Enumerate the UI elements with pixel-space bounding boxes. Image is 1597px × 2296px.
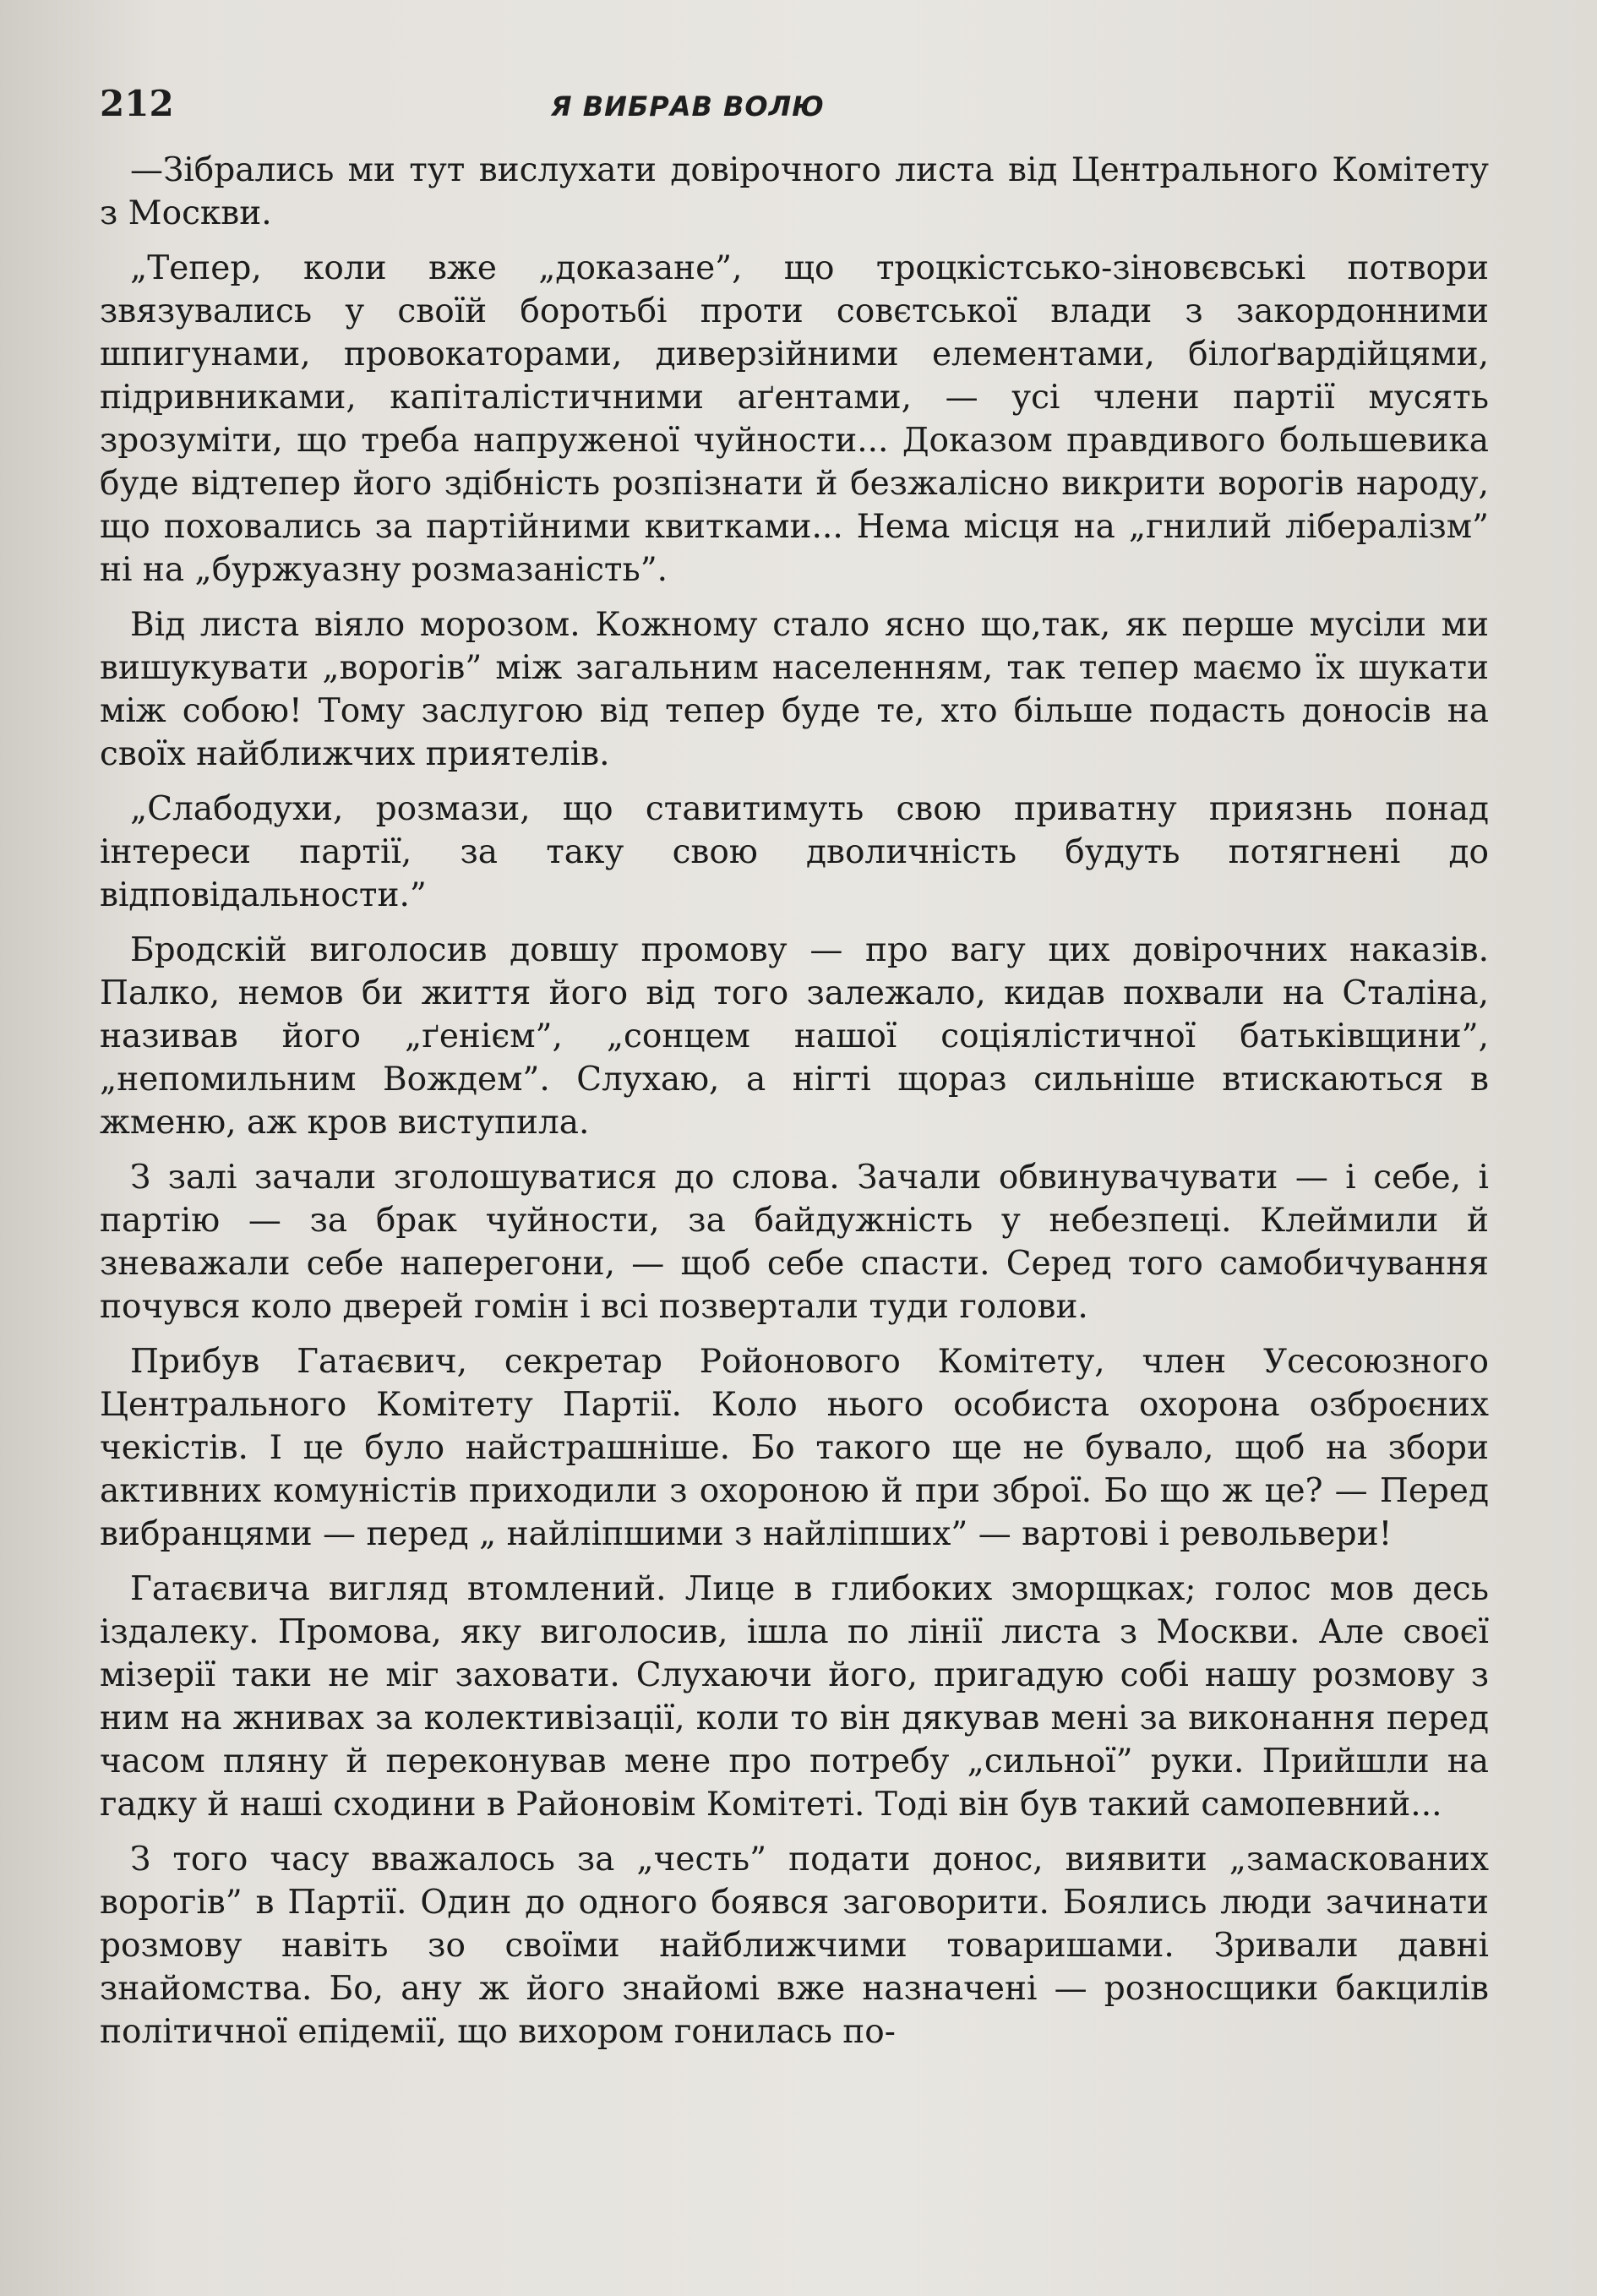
paragraph-2: „Тепер, коли вже „доказане”, що троцкістсько-зіновєвські потвори звязувались у своїй боротьбі проти совєтської влади з закордонними шпигунами, провокаторами, диверзійними елементами, білоґвардійцями, підривниками, капіталістичними аґентами, — усі члени партії мусять зрозуміти, що треба напруженої чуйности... Доказом правдивого большевика буде відтепер його здібність розпізнати й безжалісно викрити ворогів народу, що поховались за партійними квитками... Нема місця на „гнилий лібералізм” ні на „буржуазну розмазаність”. (100, 249, 1489, 589)
paragraph-8: Гатаєвича вигляд втомлений. Лице в глибоких зморщках; голос мов десь іздалеку. Промова, яку виголосив, ішла по лінії листа з Москви. Але своєї мізерії таки не міг заховати. Слухаючи його, пригадую собі нашу розмову з ним на жнивах за колективізації, коли то він дякував мені за виконання перед часом пляну й переконував мене про потребу „сильної” руки. Прийшли на гадку й наші сходини в Районовім Комітеті. Тоді він був такий самопевний... (100, 1570, 1489, 1824)
paragraph-3: Від листа віяло морозом. Кожному стало ясно що,так, як перше мусіли ми вишукувати „ворогів” між загальним населенням, так тепер маємо їх шукати між собою! Тому заслугою від тепер буде те, хто більше подасть доносів на своїх найближчих приятелів. (100, 606, 1489, 773)
body-text (100, 149, 1489, 2053)
paragraph-1: —Зібрались ми тут вислухати довірочного листа від Центрального Комітету з Москви. (100, 151, 1489, 232)
page-header (100, 83, 1489, 137)
running-title: Я ВИБРАВ ВОЛЮ (550, 90, 825, 123)
paragraph-6: З залі зачали зголошуватися до слова. Зачали обвинувачувати — і себе, і партію — за брак чуйности, за байдужність у небезпеці. Клеймили й зневажали себе наперегони, — щоб себе спасти. Серед того самобичування почувся коло дверей гомін і всі позвертали туди голови. (100, 1159, 1489, 1326)
page-number: 212 (100, 83, 174, 124)
paragraph-5: Бродскій виголосив довшу промову — про вагу цих довірочних наказів. Палко, немов би життя його від того залежало, кидав похвали на Сталіна, називав його „ґенієм”, „сонцем нашої соціялістичної батьківщини”, „непомильним Вождем”. Слухаю, а нігті щораз сильніше втискаються в жменю, аж кров виступила. (100, 931, 1489, 1142)
paragraph-7: Прибув Гатаєвич, секретар Ройонового Комітету, член Усесоюзного Центрального Комітету Партії. Коло нього особиста охорона озброєних чекістів. І це було найстрашніше. Бо такого ще не бувало, щоб на збори активних комуністів приходили з охороною й при зброї. Бо що ж це? — Перед вибранцями — перед „ найліпшими з найліпших” — вартові і револьвери! (100, 1343, 1489, 1553)
paragraph-9: З того часу вважалось за „честь” подати донос, виявити „замаскованих ворогів” в Партії. Один до одного боявся заговорити. Боялись люди зачинати розмову навіть зо своїми найближчими товаришами. Зривали давні знайомства. Бо, ану ж його знайомі вже назначені — розносщики бакцилів політичної епідемії, що вихором гонилась по- (100, 1841, 1489, 2051)
paragraph-4: „Слабодухи, розмази, що ставитимуть свою приватну приязнь понад інтереси партії, за таку свою дволичність будуть потягнені до відповідальности.” (100, 790, 1489, 914)
